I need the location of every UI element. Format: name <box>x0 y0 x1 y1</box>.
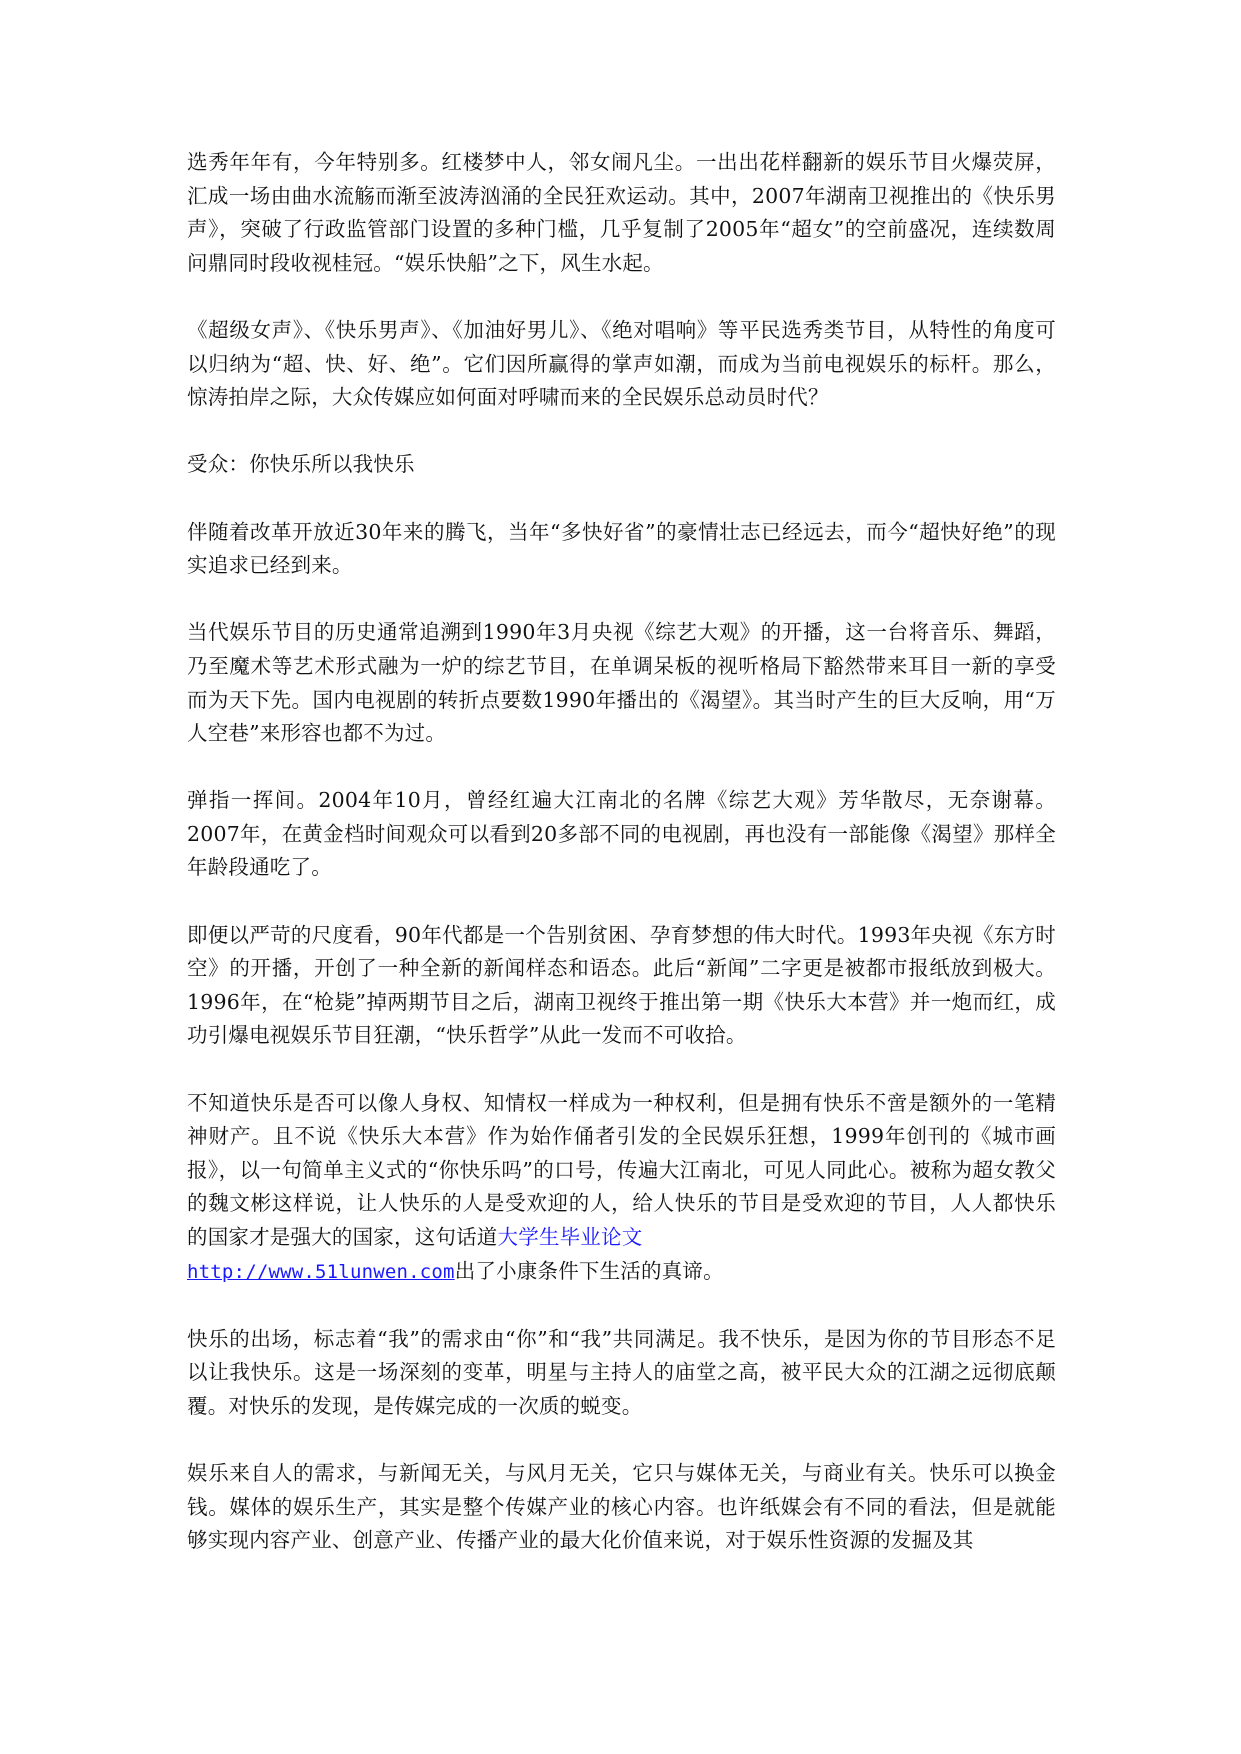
paragraph-3: 伴随着改革开放近30年来的腾飞，当年“多快好省”的豪情壮志已经远去，而今“超快好绝”的现实追求已经到来。 <box>187 519 1056 578</box>
paragraph-7-tail: 出了小康条件下生活的真谛。 <box>454 1258 724 1283</box>
paragraph-1: 选秀年年有，今年特别多。红楼梦中人，邻女闹凡尘。一出出花样翻新的娱乐节目火爆荧屏，汇成一场由曲水流觞而渐至波涛汹涌的全民狂欢运动。其中，2007年湖南卫视推出的《快乐男声》，突破了行政监管部门设置的多种门槛，几乎复制了2005年“超女”的空前盛况，连续数周问鼎同时段收视桂冠。“娱乐快船”之下，风生水起。 <box>187 150 1056 275</box>
paragraph-8: 快乐的出场，标志着“我”的需求由“你”和“我”共同满足。我不快乐，是因为你的节目形态不足以让我快乐。这是一场深刻的变革，明星与主持人的庙堂之高，被平民大众的江湖之远彻底颠覆。对快乐的发现，是传媒完成的一次质的蜕变。 <box>187 1326 1056 1418</box>
thesis-url-link[interactable]: http://www.51lunwen.com <box>187 1260 455 1283</box>
paragraph-2: 《超级女声》、《快乐男声》、《加油好男儿》、《绝对唱响》等平民选秀类节目，从特性的角度可以归纳为“超、快、好、绝”。它们因所赢得的掌声如潮，而成为当前电视娱乐的标杆。那么，惊涛拍岸之际，大众传媒应如何面对呼啸而来的全民娱乐总动员时代？ <box>187 317 1056 410</box>
paragraph-6: 即便以严苛的尺度看，90年代都是一个告别贫困、孕育梦想的伟大时代。1993年央视《东方时空》的开播，开创了一种全新的新闻样态和语态。此后“新闻”二字更是被都市报纸放到极大。1996年，在“枪毙”掉两期节目之后，湖南卫视终于推出第一期《快乐大本营》并一炮而红，成功引爆电视娱乐节目狂潮，“快乐哲学”从此一发而不可收拾。 <box>187 922 1056 1048</box>
paragraph-5: 弹指一挥间。2004年10月，曾经红遍大江南北的名牌《综艺大观》芳华散尽，无奈谢幕。2007年，在黄金档时间观众可以看到20多部不同的电视剧，再也没有一部能像《渴望》那样全年龄段通吃了。 <box>187 788 1056 880</box>
document-body <box>187 146 1056 1592</box>
paragraph-7-text: 不知道快乐是否可以像人身权、知情权一样成为一种权利，但是拥有快乐不啻是额外的一笔精神财产。且不说《快乐大本营》作为始作俑者引发的全民娱乐狂想，1999年创刊的《城市画报》，以一句简单主义式的“你快乐吗”的口号，传遍大江南北，可见人同此心。被称为超女教父的魏文彬这样说，让人快乐的人是受欢迎的人，给人快乐的节目是受欢迎的节目，人人都快乐的国家才是强大的国家，这句话道 <box>187 1090 1056 1249</box>
thesis-link[interactable]: 大学生毕业论文 <box>497 1225 643 1249</box>
paragraph-4: 当代娱乐节目的历史通常追溯到1990年3月央视《综艺大观》的开播，这一台将音乐、舞蹈，乃至魔术等艺术形式融为一炉的综艺节目，在单调呆板的视听格局下豁然带来耳目一新的享受而为天下先。国内电视剧的转折点要数1990年播出的《渴望》。其当时产生的巨大反响，用“万人空巷”来形容也都不为过。 <box>187 620 1056 746</box>
paragraph-7 <box>187 1087 1056 1290</box>
paragraph-9: 娱乐来自人的需求，与新闻无关，与风月无关，它只与媒体无关，与商业有关。快乐可以换金钱。媒体的娱乐生产，其实是整个传媒产业的核心内容。也许纸媒会有不同的看法，但是就能够实现内容产业、创意产业、传播产业的最大化价值来说，对于娱乐性资源的发掘及其 <box>187 1461 1056 1553</box>
section-heading: 受众：你快乐所以我快乐 <box>187 452 415 477</box>
